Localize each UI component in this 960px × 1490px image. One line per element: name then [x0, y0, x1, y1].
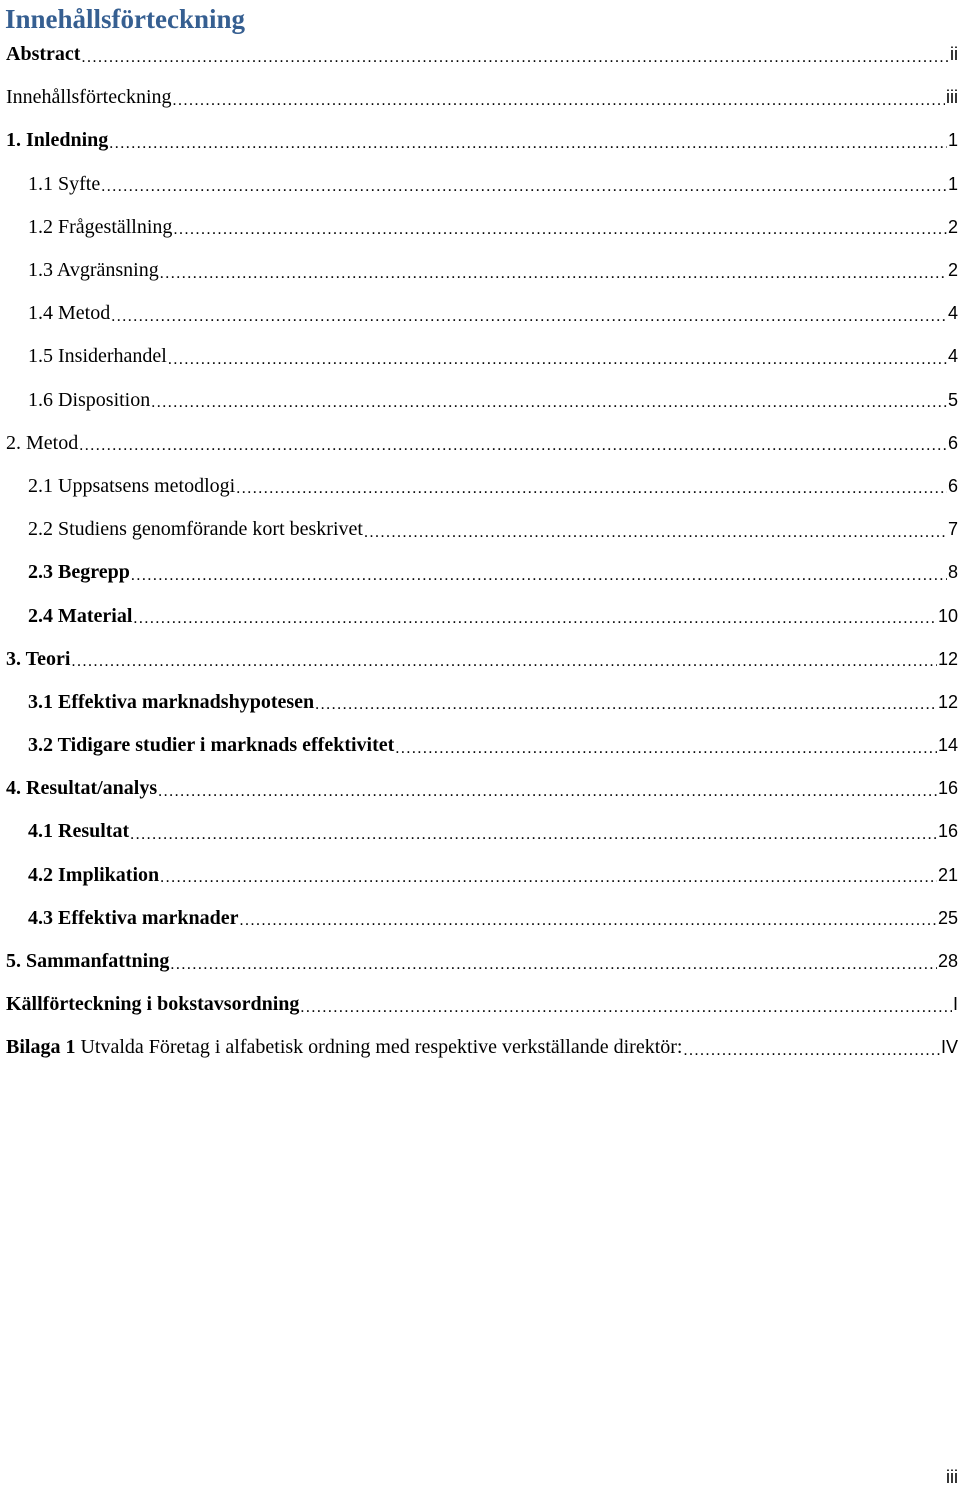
- dot-leader: [240, 912, 937, 930]
- dot-leader: [158, 783, 937, 801]
- toc-entry-page: ii: [950, 44, 958, 65]
- dot-leader: [315, 696, 937, 714]
- toc-entry-page: 1: [947, 130, 958, 151]
- toc-entry-label: 5. Sammanfattning: [6, 950, 170, 973]
- toc-entry-abstract[interactable]: [0, 33, 960, 76]
- dot-leader: [170, 956, 937, 974]
- dot-leader: [364, 524, 947, 542]
- toc-heading: Innehållsförteckning: [5, 4, 246, 34]
- toc-entry-label: 2. Metod: [6, 431, 79, 454]
- toc-entry-kallforteckning[interactable]: [0, 983, 960, 1026]
- toc-entry-uppsatsens-metodlogi[interactable]: [0, 465, 960, 508]
- toc-entry-page: iii: [946, 87, 958, 108]
- toc-entry-tidigare-studier[interactable]: [0, 724, 960, 767]
- toc-entry-page: 4: [947, 346, 958, 367]
- toc-entry-label: 3.1 Effektiva marknadshypotesen: [28, 690, 315, 713]
- toc-entry-label-rest: Utvalda Företag i alfabetisk ordning med respektive verkställande direktör:: [75, 1036, 683, 1059]
- toc-entry-page: 7: [947, 519, 958, 540]
- toc-entry-page: 25: [937, 907, 958, 928]
- toc-entry-page: 6: [947, 432, 958, 453]
- toc-entry-fragestallning[interactable]: [0, 206, 960, 249]
- toc-entry-page: 14: [937, 735, 958, 756]
- toc-entry-label: 2.4 Material: [28, 604, 133, 627]
- toc-entry-label: 1.1 Syfte: [28, 172, 101, 195]
- toc-entry-label: 4.1 Resultat: [28, 820, 130, 843]
- toc-entry-page: 16: [937, 778, 958, 799]
- toc-entry-resultat[interactable]: [0, 810, 960, 853]
- toc-entry-resultat-analys[interactable]: [0, 767, 960, 810]
- dot-leader: [101, 178, 947, 196]
- toc-entry-label: Källförteckning i bokstavsordning: [6, 993, 300, 1016]
- toc-entry-label: Abstract: [6, 43, 81, 66]
- dot-leader: [236, 480, 947, 498]
- toc-entry-label: 1. Inledning: [6, 129, 109, 152]
- toc-entry-sammanfattning[interactable]: [0, 940, 960, 983]
- toc-entry-page: 8: [947, 562, 958, 583]
- toc-entry-label: 4. Resultat/analys: [6, 777, 158, 800]
- toc-entry-label: 1.3 Avgränsning: [28, 259, 159, 282]
- toc-entry-label: 4.2 Implikation: [28, 863, 160, 886]
- dot-leader: [300, 999, 952, 1017]
- toc-entry-label: 1.2 Frågeställning: [28, 215, 173, 238]
- dot-leader: [168, 351, 947, 369]
- toc-entry-label: 3. Teori: [6, 647, 71, 670]
- dot-leader: [160, 869, 937, 887]
- dot-leader: [160, 265, 947, 283]
- dot-leader: [395, 740, 937, 758]
- toc-entry-page: 21: [937, 864, 958, 885]
- toc-entry-page: 6: [947, 475, 958, 496]
- toc-entry-material[interactable]: [0, 594, 960, 637]
- toc-entry-innehallsforteckning[interactable]: [0, 76, 960, 119]
- dot-leader: [71, 653, 937, 671]
- dot-leader: [173, 221, 947, 239]
- toc-entry-page: IV: [940, 1037, 958, 1058]
- toc-entry-studiens-genomforande[interactable]: [0, 508, 960, 551]
- toc-entry-insiderhandel[interactable]: [0, 335, 960, 378]
- toc-entry-label: 1.4 Metod: [28, 302, 111, 325]
- dot-leader: [173, 92, 946, 110]
- toc-entry-metod[interactable]: [0, 422, 960, 465]
- toc-entry-page: 4: [947, 303, 958, 324]
- toc-entry-label: 2.3 Begrepp: [28, 561, 130, 584]
- toc-entry-label-bold: Bilaga 1: [6, 1036, 76, 1059]
- toc-list: [0, 33, 960, 1070]
- toc-entry-metod-1-4[interactable]: [0, 292, 960, 335]
- toc-entry-page: 2: [947, 260, 958, 281]
- toc-entry-label: 1.6 Disposition: [28, 388, 151, 411]
- toc-entry-label: 4.3 Effektiva marknader: [28, 906, 239, 929]
- toc-entry-page: 16: [937, 821, 958, 842]
- toc-entry-begrepp[interactable]: [0, 551, 960, 594]
- toc-entry-page: I: [952, 994, 958, 1015]
- toc-entry-syfte[interactable]: [0, 163, 960, 206]
- toc-entry-label: 3.2 Tidigare studier i marknads effektivitet: [28, 734, 395, 757]
- toc-entry-label: Innehållsförteckning: [6, 86, 172, 109]
- dot-leader: [81, 49, 949, 67]
- toc-entry-page: 5: [947, 389, 958, 410]
- toc-entry-page: 10: [937, 605, 958, 626]
- toc-entry-effektiva-marknader[interactable]: [0, 897, 960, 940]
- toc-entry-inledning[interactable]: [0, 119, 960, 162]
- dot-leader: [111, 308, 947, 326]
- toc-entry-implikation[interactable]: [0, 854, 960, 897]
- toc-entry-label: 2.1 Uppsatsens metodlogi: [28, 474, 236, 497]
- toc-entry-page: 2: [947, 216, 958, 237]
- toc-entry-label: 2.2 Studiens genomförande kort beskrivet: [28, 518, 363, 541]
- toc-entry-page: 12: [937, 648, 958, 669]
- dot-leader: [151, 394, 947, 412]
- dot-leader: [683, 1042, 940, 1060]
- page-number: iii: [946, 1467, 958, 1487]
- dot-leader: [109, 135, 947, 153]
- toc-entry-label: 1.5 Insiderhandel: [28, 345, 167, 368]
- toc-entry-page: 12: [937, 691, 958, 712]
- dot-leader: [131, 567, 947, 585]
- toc-entry-effektiva-marknadshypotesen[interactable]: [0, 681, 960, 724]
- dot-leader: [130, 826, 937, 844]
- toc-entry-bilaga-1[interactable]: [0, 1026, 960, 1069]
- dot-leader: [79, 437, 947, 455]
- toc-entry-label: [6, 1036, 682, 1059]
- toc-entry-disposition[interactable]: [0, 379, 960, 422]
- toc-entry-teori[interactable]: [0, 638, 960, 681]
- toc-entry-page: 28: [937, 951, 958, 972]
- dot-leader: [133, 610, 937, 628]
- toc-entry-page: 1: [947, 173, 958, 194]
- toc-entry-avgransning[interactable]: [0, 249, 960, 292]
